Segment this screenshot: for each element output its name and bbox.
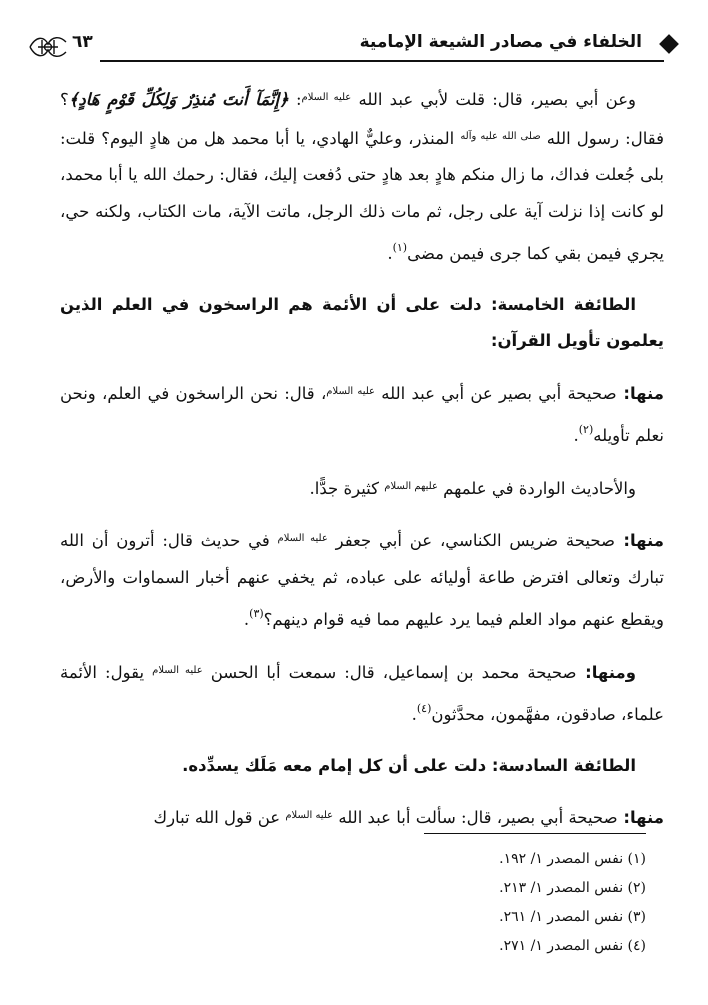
honorific-glyph: عليه السلام <box>285 810 334 821</box>
footnote-ref: (٢) <box>578 423 594 436</box>
diamond-icon <box>659 34 679 54</box>
quran-verse: ﴿إِنَّمَآ أَنتَ مُنذِرٌ وَلِكُلِّ قَوْمٍ هَادٍ﴾ <box>68 90 289 109</box>
section-heading-5 <box>60 287 664 360</box>
paragraph-ismail: ومنها: صحيحة محمد بن إسماعيل، قال: سمعت أبا الحسن $^{عليه السلام}$ يقول: الأئمة علماء، صادقون، مفهَّمون، محدَّثون$^{(٤)}$. <box>60 662 664 724</box>
honorific-glyph: عليه السلام <box>277 533 328 544</box>
footnote: (٣) نفس المصدر ١/ ٢٦١. <box>499 909 646 925</box>
honorific-glyph: صلى الله عليه وآله <box>460 130 541 142</box>
paragraph-abu-basir-2: منها: صحيحة أبي بصير، قال: سألت أبا عبد الله $^{عليه السلام}$ عن قول الله تبارك <box>153 808 664 827</box>
running-title: الخلفاء في مصادر الشيعة الإمامية <box>359 32 642 52</box>
section-label: الطائفة الخامسة: <box>481 294 636 314</box>
lead-word: منها: <box>616 383 664 403</box>
lead-word: منها: <box>617 808 664 827</box>
honorific-glyph: عليه السلام <box>152 664 203 676</box>
page-number: ٦٣ <box>72 32 93 52</box>
footnotes <box>246 845 646 961</box>
honorific-glyph: عليه السلام <box>326 385 376 397</box>
section-text: دلت على أن الأئمة هم الراسخون في العلم الذين يعلمون تأويل القرآن: <box>60 294 664 350</box>
page-header <box>28 30 678 64</box>
footnote: (٤) نفس المصدر ١/ ٢٧١. <box>499 938 646 954</box>
main-text <box>60 80 664 837</box>
section-text: دلت على أن كل إمام معه مَلَك يسدِّده. <box>182 755 487 775</box>
footnote-ref: (١) <box>392 241 408 254</box>
paragraph-durays: منها: صحيحة ضريس الكناسي، عن أبي جعفر $^{عليه السلام}$ في حديث قال: أترون أن الله تبارك وتعالى افترض طاعة أوليائه على عباده، ثم يخفي عنهم أخبار السماوات والأرض، ويقطع عنهم مواد العلم فيما يرد عليهم مما فيه قوام دينهم؟$^{(٣)}$. <box>60 531 664 629</box>
honorific-glyph: عليه السلام <box>301 92 352 103</box>
lead-word: ومنها: <box>576 662 637 682</box>
section-label: الطائفة السادسة: <box>486 755 636 775</box>
header-rule <box>100 60 664 62</box>
paragraph-ahadith: والأحاديث الواردة في علمهم $^{عليهم السلام}$ كثيرة جدًّا. <box>309 478 636 498</box>
paragraph-abu-basir-1: منها: صحيحة أبي بصير عن أبي عبد الله $^{عليه السلام}$، قال: نحن الراسخون في العلم، ونحن نعلم تأويله$^{(٢)}$. <box>60 383 664 445</box>
lead-word: منها: <box>615 531 664 550</box>
footnote-separator <box>424 833 646 834</box>
paragraph-hadi: وعن أبي بصير، قال: قلت لأبي عبد الله $^{عليه السلام}$: ﴿إِنَّمَآ أَنتَ مُنذِرٌ وَلِكُلِّ قَوْمٍ هَادٍ﴾؟ فقال: رسول الله $^{صلى الله عليه وآله}$ المنذر، وعليٌّ الهادي، يا أبا محمد هل من هادٍ اليوم؟ قلت: بلى جُعلت فداك، ما زال منكم هادٍ بعد هادٍ حتى دُفعت إليك، فقال: رحمك الله يا أبا محمد، لو كانت إذا نزلت آية على رجل، ثم مات ذلك الرجل، ماتت الآية، مات الكتاب، ولكنه حي، يجري فيمن بقي كما جرى فيمن مضى$^{(١)}$. <box>60 90 664 263</box>
honorific-glyph: عليهم السلام <box>384 480 438 492</box>
footnote-ref: (٣) <box>249 607 264 620</box>
footnote: (٢) نفس المصدر ١/ ٢١٣. <box>499 880 646 896</box>
footnote: (١) نفس المصدر ١/ ١٩٢. <box>499 851 646 867</box>
section-heading-6 <box>60 748 664 785</box>
footnote-ref: (٤) <box>416 702 432 715</box>
ornament-icon <box>28 30 68 64</box>
